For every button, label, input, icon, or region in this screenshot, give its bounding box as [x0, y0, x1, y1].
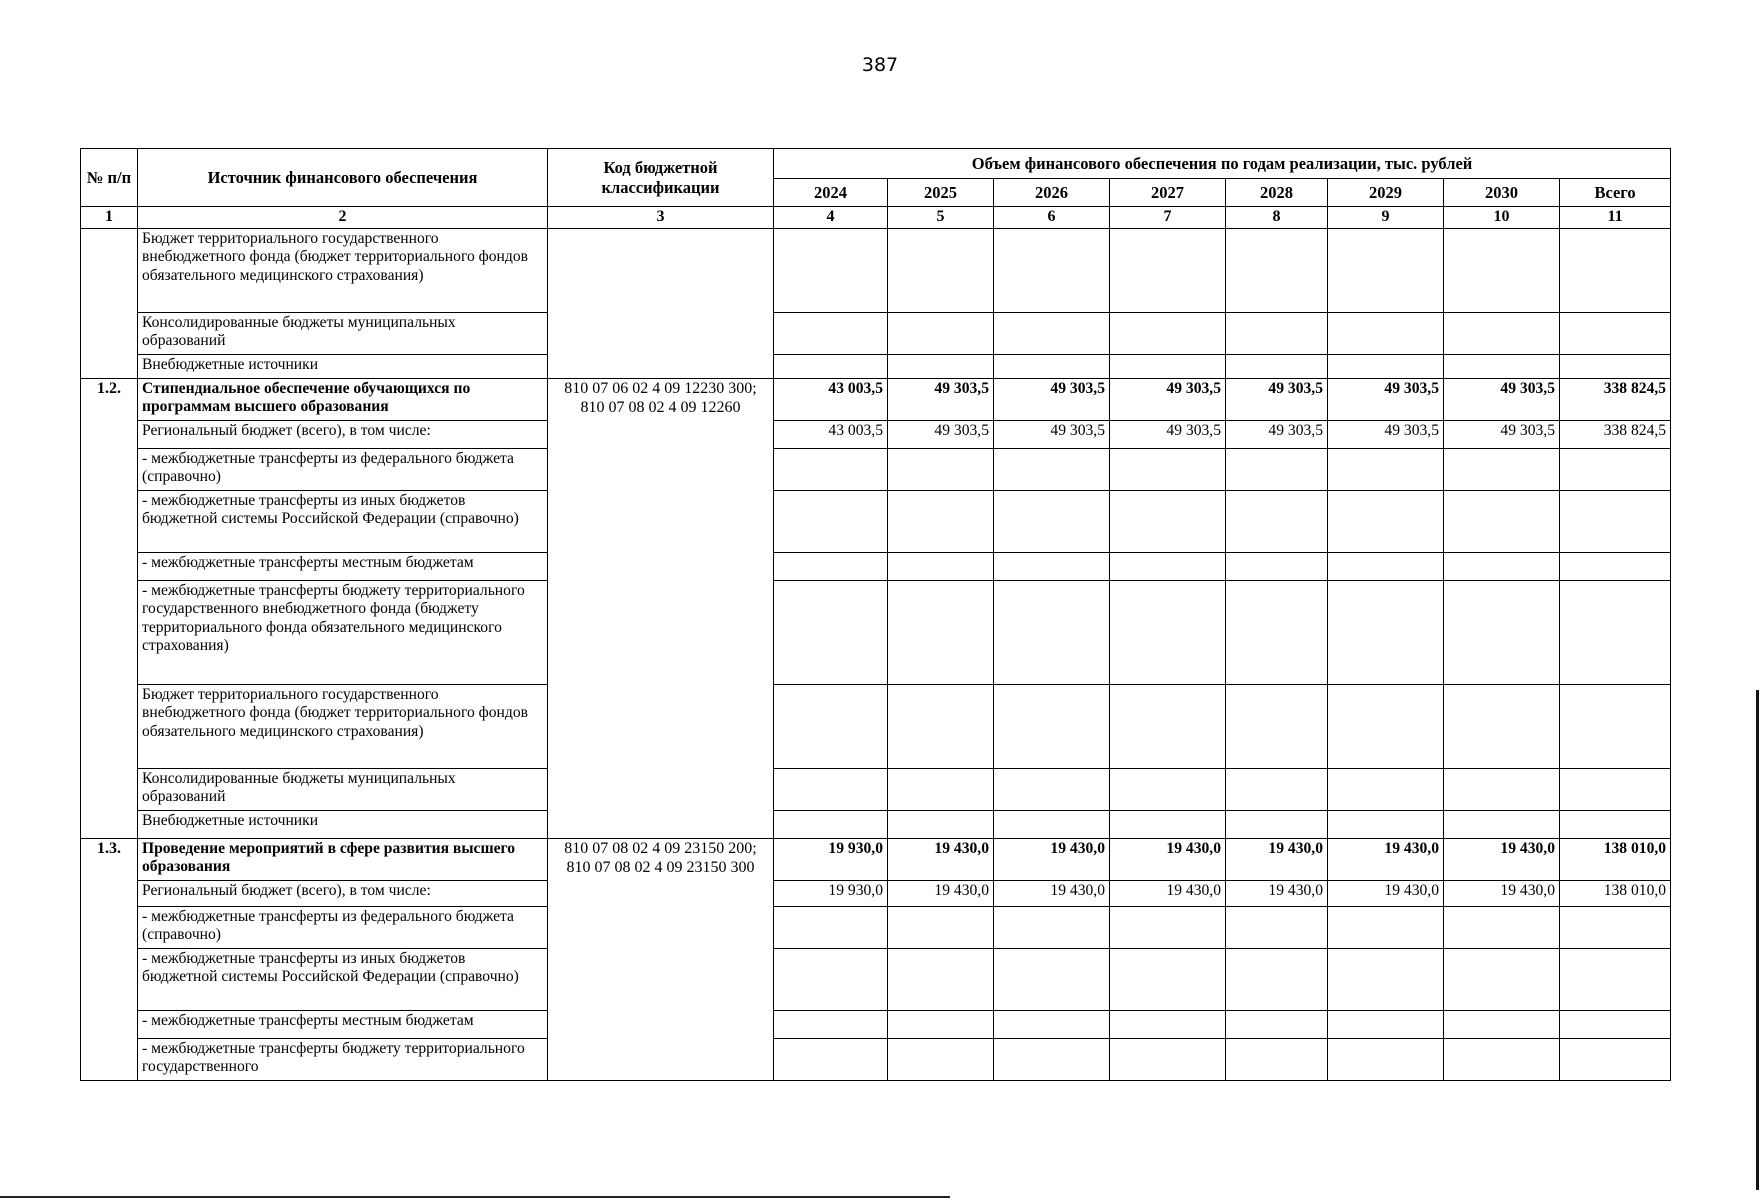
- table-row: [81, 881, 1671, 907]
- header-year: 2027: [1110, 179, 1226, 207]
- table-row: [81, 581, 1671, 685]
- total-cell: 138 010,0: [1560, 839, 1671, 881]
- column-number: 6: [994, 207, 1110, 229]
- value-cell: 19 930,0: [774, 881, 888, 907]
- header-year: 2025: [888, 179, 994, 207]
- row-number: 1.2.: [81, 379, 138, 839]
- table-row: [81, 491, 1671, 553]
- column-number: 11: [1560, 207, 1671, 229]
- value-cell: 19 430,0: [1444, 881, 1560, 907]
- value-cell: 49 303,5: [1226, 421, 1328, 449]
- header-year: 2024: [774, 179, 888, 207]
- value-cell: 19 930,0: [774, 839, 888, 881]
- column-number: 3: [548, 207, 774, 229]
- value-cell: 49 303,5: [888, 379, 994, 421]
- row-label: Консолидированные бюджеты муниципальных образований: [138, 769, 548, 811]
- table-row: [81, 379, 1671, 421]
- scan-edge-shadow: [1756, 690, 1759, 1190]
- header-total: Всего: [1560, 179, 1671, 207]
- table-row: [81, 449, 1671, 491]
- row-number-cell: [81, 229, 138, 379]
- table-row: [81, 769, 1671, 811]
- total-cell: 338 824,5: [1560, 421, 1671, 449]
- total-cell: 338 824,5: [1560, 379, 1671, 421]
- row-label: Внебюджетные источники: [138, 355, 548, 379]
- column-number: 4: [774, 207, 888, 229]
- row-label: Региональный бюджет (всего), в том числе:: [138, 421, 548, 449]
- value-cell: 43 003,5: [774, 421, 888, 449]
- column-number: 7: [1110, 207, 1226, 229]
- row-label: Стипендиальное обеспечение обучающихся по программам высшего образования: [138, 379, 548, 421]
- value-cell: 19 430,0: [1444, 839, 1560, 881]
- value-cell: 49 303,5: [1328, 379, 1444, 421]
- row-label: Региональный бюджет (всего), в том числе:: [138, 881, 548, 907]
- row-label: - межбюджетные трансферты из иных бюджетов бюджетной системы Российской Федерации (справочно): [138, 949, 548, 1011]
- header-code: Код бюджетной классификации: [548, 149, 774, 207]
- financing-table: [80, 148, 1671, 1081]
- table-row: [81, 685, 1671, 769]
- table-row: [81, 811, 1671, 839]
- value-cell: 19 430,0: [1328, 881, 1444, 907]
- value-cell: 49 303,5: [1110, 379, 1226, 421]
- value-cell: 19 430,0: [1226, 881, 1328, 907]
- row-label: Проведение мероприятий в сфере развития высшего образования: [138, 839, 548, 881]
- scan-edge-line: [0, 1196, 950, 1198]
- row-label: - межбюджетные трансферты из федерального бюджета (справочно): [138, 449, 548, 491]
- column-number: 1: [81, 207, 138, 229]
- row-label: - межбюджетные трансферты из иных бюджетов бюджетной системы Российской Федерации (справочно): [138, 491, 548, 553]
- row-label: Бюджет территориального государственного внебюджетного фонда (бюджет территориального фондов обязательного медицинского страхования): [138, 685, 548, 769]
- column-number: 9: [1328, 207, 1444, 229]
- value-cell: 49 303,5: [994, 379, 1110, 421]
- budget-code: 810 07 08 02 4 09 23150 200; 810 07 08 02 4 09 23150 300: [548, 839, 774, 1081]
- column-number: 2: [138, 207, 548, 229]
- row-label: - межбюджетные трансферты из федерального бюджета (справочно): [138, 907, 548, 949]
- table-row: [81, 949, 1671, 1011]
- value-cell: 19 430,0: [1226, 839, 1328, 881]
- value-cell: 19 430,0: [1110, 881, 1226, 907]
- value-cell: 49 303,5: [1444, 379, 1560, 421]
- table-row: [81, 1039, 1671, 1081]
- column-number-row: [81, 207, 1671, 229]
- table-row: [81, 839, 1671, 881]
- header-source: Источник финансового обеспечения: [138, 149, 548, 207]
- value-cell: 19 430,0: [1110, 839, 1226, 881]
- budget-code: 810 07 06 02 4 09 12230 300; 810 07 08 02 4 09 12260: [548, 379, 774, 839]
- value-cell: 19 430,0: [994, 881, 1110, 907]
- value-cell: 49 303,5: [1226, 379, 1328, 421]
- value-cell: 43 003,5: [774, 379, 888, 421]
- header-year: 2028: [1226, 179, 1328, 207]
- budget-code-cell: [548, 229, 774, 379]
- table-row: [81, 907, 1671, 949]
- value-cell: 19 430,0: [1328, 839, 1444, 881]
- total-cell: 138 010,0: [1560, 881, 1671, 907]
- value-cell: 49 303,5: [888, 421, 994, 449]
- column-number: 5: [888, 207, 994, 229]
- row-label: - межбюджетные трансферты местным бюджетам: [138, 1011, 548, 1039]
- row-label: - межбюджетные трансферты местным бюджетам: [138, 553, 548, 581]
- table-row: [81, 421, 1671, 449]
- table-row: [81, 1011, 1671, 1039]
- row-label: Консолидированные бюджеты муниципальных образований: [138, 313, 548, 355]
- value-cell: 19 430,0: [994, 839, 1110, 881]
- value-cell: 49 303,5: [1328, 421, 1444, 449]
- table-row: [81, 313, 1671, 355]
- value-cell: 19 430,0: [888, 881, 994, 907]
- value-cell: 19 430,0: [888, 839, 994, 881]
- table-row: [81, 553, 1671, 581]
- row-number: 1.3.: [81, 839, 138, 1081]
- value-cell: 49 303,5: [994, 421, 1110, 449]
- row-label: Бюджет территориального государственного внебюджетного фонда (бюджет территориального фондов обязательного медицинского страхования): [138, 229, 548, 313]
- value-cell: 49 303,5: [1110, 421, 1226, 449]
- header-year: 2029: [1328, 179, 1444, 207]
- value-cell: 49 303,5: [1444, 421, 1560, 449]
- header-volume: Объем финансового обеспечения по годам реализации, тыс. рублей: [774, 149, 1671, 179]
- table-row: [81, 229, 1671, 313]
- header-num: № п/п: [81, 149, 138, 207]
- row-label: - межбюджетные трансферты бюджету территориального государственного: [138, 1039, 548, 1081]
- table-row: [81, 355, 1671, 379]
- header-year: 2030: [1444, 179, 1560, 207]
- header-year: 2026: [994, 179, 1110, 207]
- row-label: Внебюджетные источники: [138, 811, 548, 839]
- column-number: 10: [1444, 207, 1560, 229]
- page-number: 387: [861, 54, 899, 76]
- column-number: 8: [1226, 207, 1328, 229]
- row-label: - межбюджетные трансферты бюджету территориального государственного внебюджетного фонда (бюджету территориального фонда обязательного медицинского страхования): [138, 581, 548, 685]
